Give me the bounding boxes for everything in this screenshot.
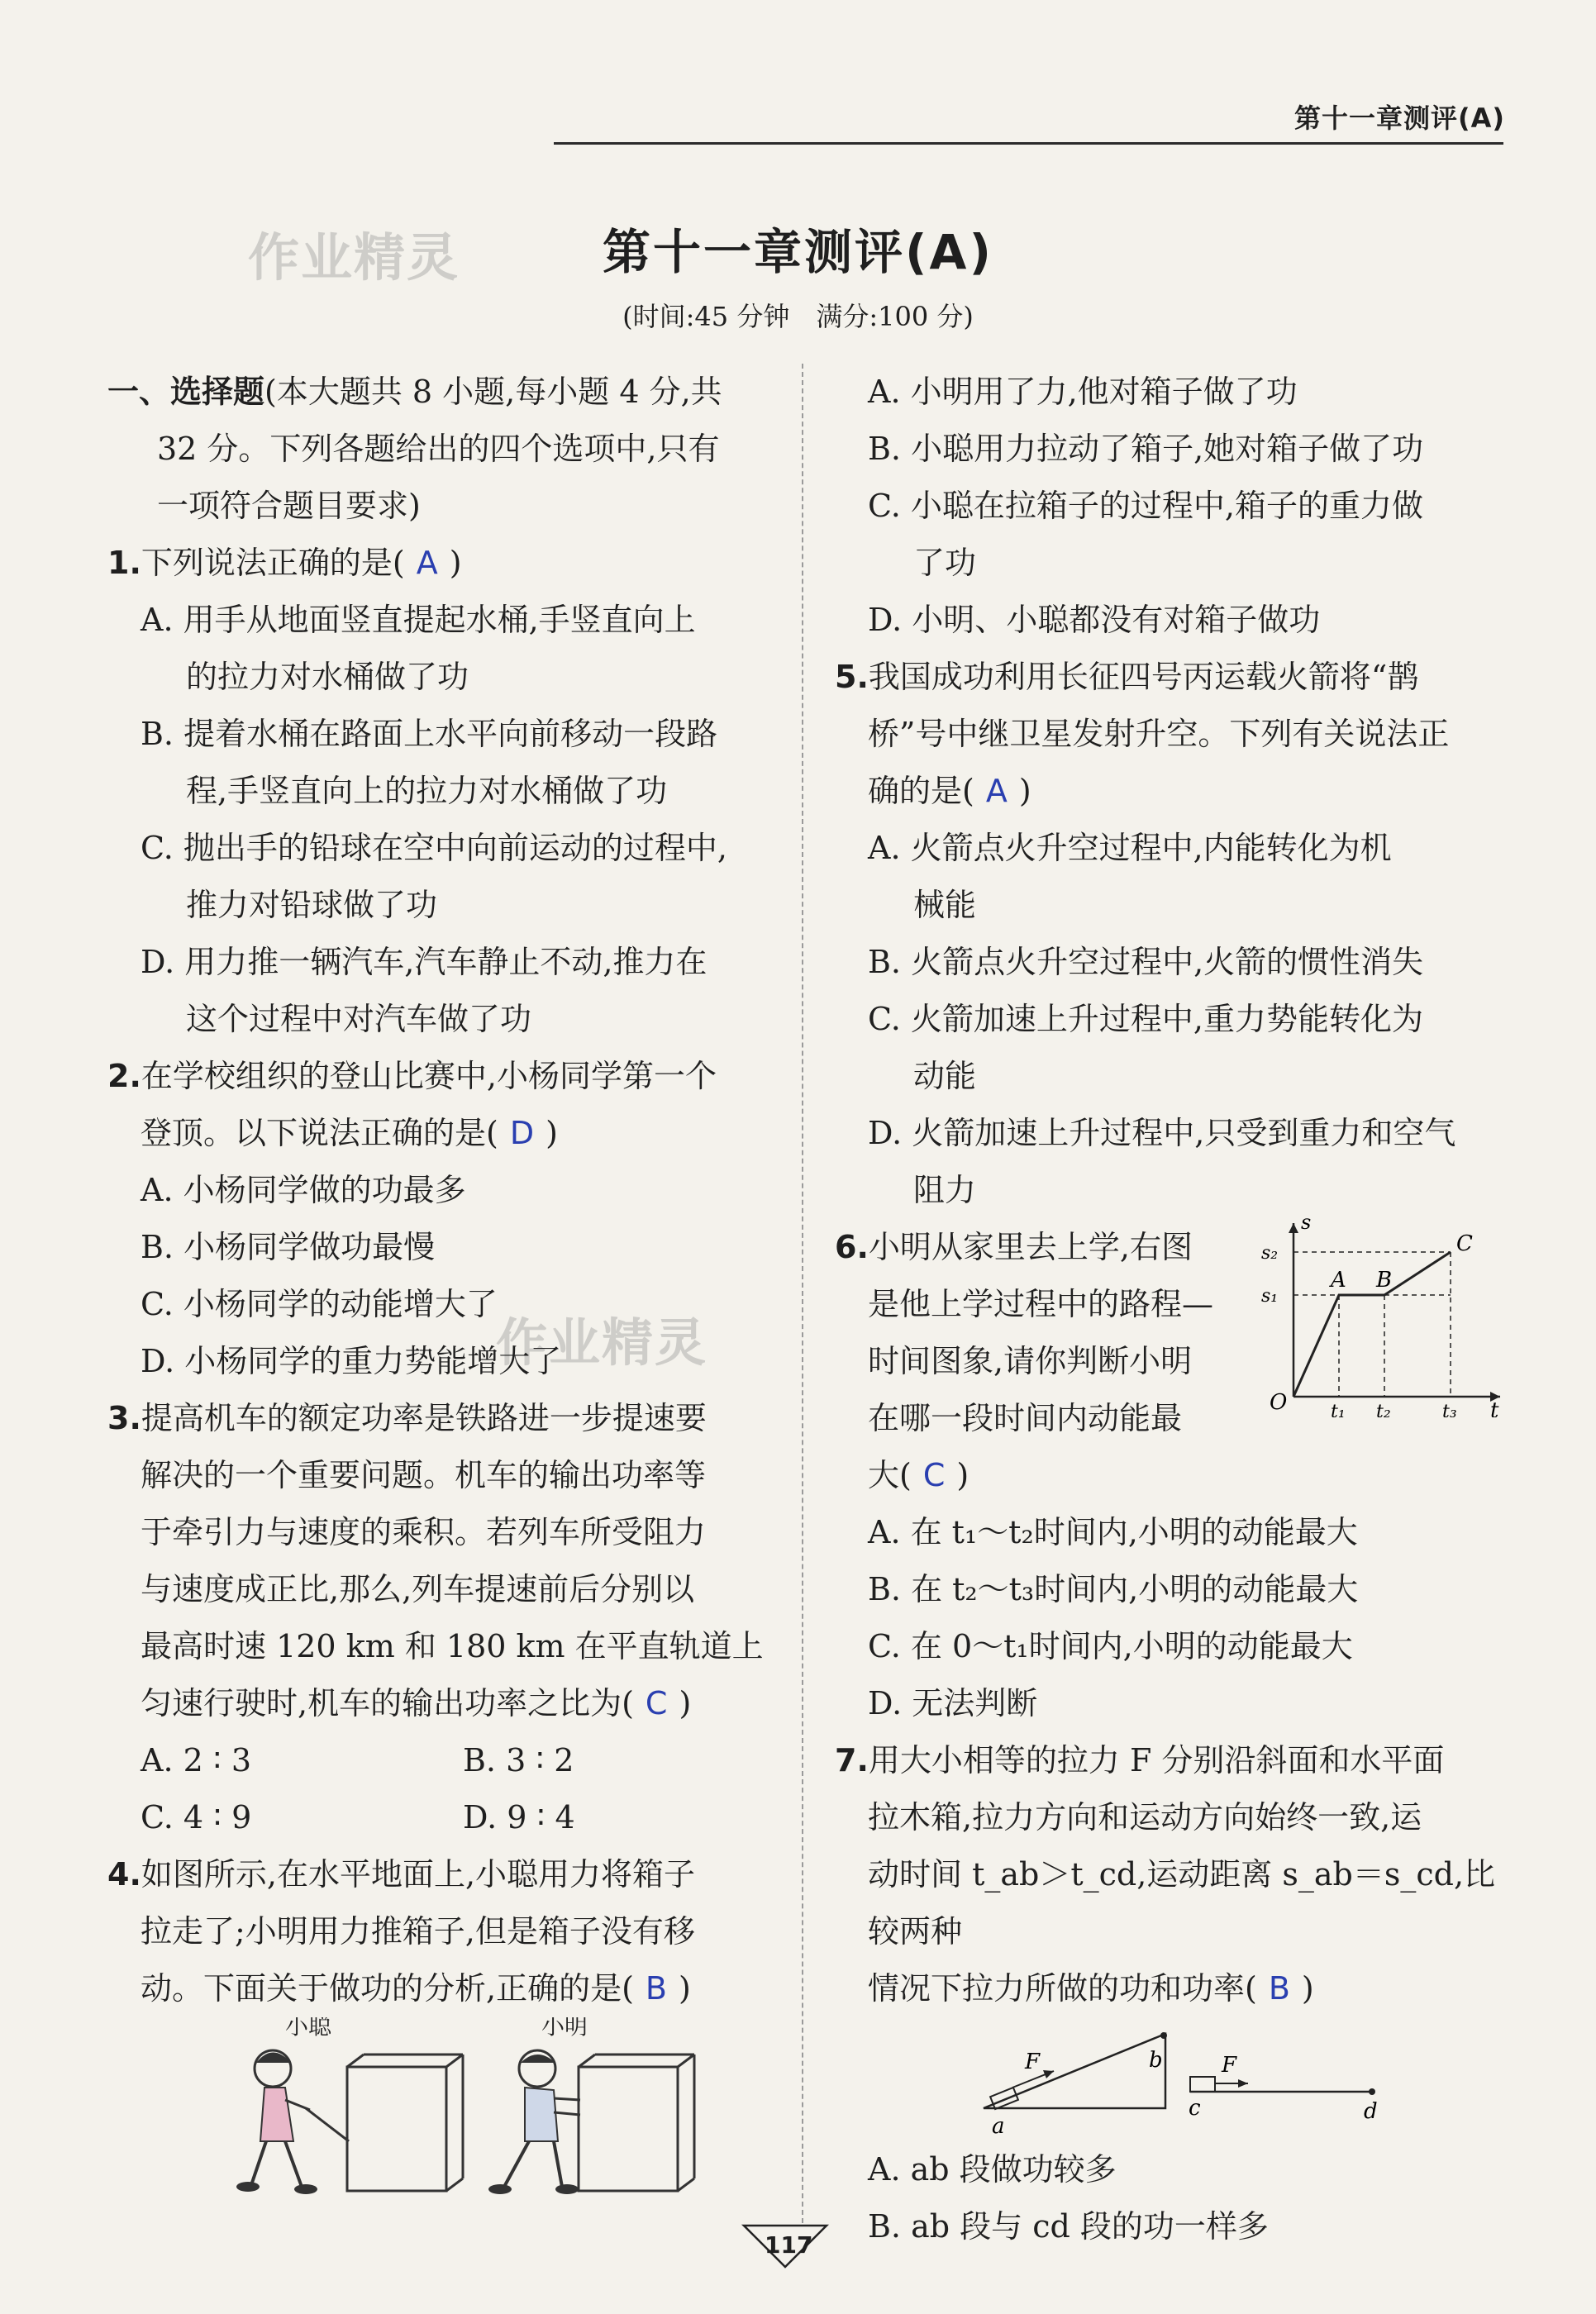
q2-answer: D [509,1115,535,1151]
q5-option-b: B. 火箭点火升空过程中,火箭的惯性消失 [868,944,1424,980]
section-heading [107,364,785,421]
q4-option-d: D. 小明、小聪都没有对箱子做功 [868,602,1321,638]
q5-number: 5. [835,659,869,695]
q1-number: 1. [107,545,141,581]
q1-option-b-1: B. 提着水桶在路面上水平向前移动一段路 [141,716,718,752]
q6-option-a: A. 在 t₁～t₂时间内,小明的动能最大 [868,1514,1358,1550]
section-title: 一、选择题 [107,374,265,410]
page-subtitle: (时间:45 分钟 满分:100 分) [622,301,974,332]
question-2 [107,1048,785,1390]
q2-close: ) [545,1115,558,1151]
q4-option-b: B. 小聪用力拉动了箱子,她对箱子做了功 [868,431,1424,467]
q7-line-1: 用大小相等的拉力 F 分别沿斜面和水平面 [868,1742,1445,1778]
q6-option-c: C. 在 0～t₁时间内,小明的动能最大 [868,1628,1353,1664]
q3-number: 3. [107,1400,141,1436]
q4-close: ) [678,1970,691,2007]
q6-close: ) [956,1457,970,1493]
q5-option-a-2: 械能 [913,887,977,923]
q7-label-F2: F [1222,2053,1237,2078]
q3-line-6: 匀速行驶时,机车的输出功率之比为( [141,1685,634,1721]
question-5 [835,649,1504,1219]
q3-answer: C [645,1685,668,1721]
header-rule [554,142,1503,145]
q2-option-b: B. 小杨同学做功最慢 [141,1229,436,1265]
q7-number: 7. [835,1742,869,1778]
q7-line-4: 情况下拉力所做的功和功率( [868,1970,1257,2007]
q7-label-b: b [1149,2048,1163,2073]
q6-label-t: t [1490,1398,1499,1417]
q6-line-5: 大( [868,1457,912,1493]
header-title: 第十一章测评(A) [1293,102,1505,134]
q6-answer: C [922,1457,946,1493]
question-6 [835,1211,1504,1732]
q3-line-5: 最高时速 120 km 和 180 km 在平直轨道上 [141,1628,764,1664]
q5-answer: A [985,773,1008,809]
q6-label-s2: s₂ [1261,1243,1279,1264]
q6-line-3: 时间图象,请你判断小明 [868,1343,1193,1379]
q1-option-a-1: A. 用手从地面竖直提起水桶,手竖直向上 [141,602,696,638]
q7-label-d: d [1364,2099,1378,2124]
q7-answer: B [1268,1970,1290,2007]
q1-option-d-1: D. 用力推一辆汽车,汽车静止不动,推力在 [141,944,707,980]
q6-label-s: s [1301,1211,1312,1234]
section-desc-2: 32 分。下列各题给出的四个选项中,只有 [157,431,720,467]
q4-box-right [579,2067,678,2191]
q4-option-c-1: C. 小聪在拉箱子的过程中,箱子的重力做 [868,488,1423,524]
q1-close: ) [449,545,462,581]
q7-label-a: a [992,2114,1005,2139]
q5-line-3: 确的是( [868,773,974,809]
q3-option-b: B. 3 ∶ 2 [463,1742,574,1778]
q6-path-line [1293,1252,1451,1397]
q2-option-c: C. 小杨同学的动能增大了 [141,1286,498,1322]
q7-illustration [835,2017,1504,2141]
left-column [107,364,785,2207]
q5-option-c-2: 动能 [913,1058,977,1094]
q4-number: 4. [107,1856,141,1893]
q3-line-4: 与速度成正比,那么,列车提速前后分别以 [141,1571,695,1607]
q3-option-d: D. 9 ∶ 4 [463,1799,575,1835]
q7-option-a: A. ab 段做功较多 [868,2151,1117,2188]
q7-line-2: 拉木箱,拉力方向和运动方向始终一致,运 [868,1799,1422,1835]
q5-option-d-1: D. 火箭加速上升过程中,只受到重力和空气 [868,1115,1456,1151]
q7-box-flat [1190,2077,1215,2092]
q1-option-c-1: C. 抛出手的铅球在空中向前运动的过程中, [141,830,727,866]
column-divider [802,364,803,2223]
q1-option-b-2: 程,手竖直向上的拉力对水桶做了功 [186,773,668,809]
q5-option-d-2: 阻力 [913,1172,977,1208]
q4-rope [306,2108,349,2141]
q7-label-F1: F [1025,2050,1041,2074]
q5-line-2: 桥”号中继卫星发射升空。下列有关说法正 [868,716,1450,752]
q6-label-t1: t₁ [1331,1402,1346,1417]
q5-line-1: 我国成功利用长征四号丙运载火箭将“鹊 [868,659,1419,695]
question-1 [107,535,785,1048]
q1-answer: A [416,545,438,581]
q6-label-B: B [1376,1268,1393,1293]
q4-line-2: 拉走了;小明用力推箱子,但是箱子没有移 [141,1913,695,1950]
q4-girl-figure [236,2050,317,2194]
q4-box-left [347,2067,446,2191]
q4-line-1: 如图所示,在水平地面上,小聪用力将箱子 [141,1856,696,1893]
q4-answer: B [645,1970,667,2007]
q7-box-incline [990,2088,1018,2109]
q2-option-a: A. 小杨同学做的功最多 [141,1172,466,1208]
question-4 [107,1846,785,2207]
q5-option-c-1: C. 火箭加速上升过程中,重力势能转化为 [868,1001,1423,1037]
q6-number: 6. [835,1229,869,1265]
q7-label-c: c [1189,2096,1201,2121]
question-7 [835,1732,1504,2255]
q4-line-3: 动。下面关于做功的分析,正确的是( [141,1970,634,2007]
q2-stem-2: 登顶。以下说法正确的是( [141,1115,498,1151]
q4-label-xiaoming: 小明 [541,2017,588,2040]
watermark-middle: 作业精灵 [496,1312,708,1373]
q3-line-3: 于牵引力与速度的乘积。若列车所受阻力 [141,1514,707,1550]
q6-label-C: C [1456,1231,1473,1256]
q6-label-t3: t₃ [1442,1402,1457,1417]
section-desc-3: 一项符合题目要求) [157,488,421,524]
q7-close: ) [1301,1970,1314,2007]
q4-option-a: A. 小明用了力,他对箱子做了功 [868,374,1298,410]
q6-label-origin: O [1270,1390,1288,1415]
q3-close: ) [679,1685,692,1721]
q7-line-3: 动时间 t_ab＞t_cd,运动距离 s_ab＝s_cd,比较两种 [868,1856,1496,1950]
q6-option-d: D. 无法判断 [868,1685,1038,1721]
page-number: 117 [765,2231,813,2259]
q3-line-1: 提高机车的额定功率是铁路进一步提速要 [141,1400,707,1436]
q6-graph [1248,1211,1513,1417]
right-column [835,364,1504,2255]
q3-option-a: A. 2 ∶ 3 [141,1742,252,1778]
q1-stem: 下列说法正确的是( [141,545,405,581]
q3-line-2: 解决的一个重要问题。机车的输出功率等 [141,1457,707,1493]
q6-label-A: A [1331,1268,1346,1293]
section-desc-1: (本大题共 8 小题,每小题 4 分,共 [264,374,722,410]
q4-illustration [107,2017,785,2207]
q4-option-c-2: 了功 [913,545,977,581]
q1-option-c-2: 推力对铅球做了功 [186,887,438,923]
q6-line-4: 在哪一段时间内动能最 [868,1400,1183,1436]
q6-line-1: 小明从家里去上学,右图 [868,1229,1193,1265]
q5-option-a-1: A. 火箭点火升空过程中,内能转化为机 [868,830,1392,866]
q1-option-a-2: 的拉力对水桶做了功 [186,659,469,695]
q5-close: ) [1018,773,1031,809]
q4-figure [107,2017,785,2207]
q3-option-c: C. 4 ∶ 9 [141,1799,252,1835]
q7-option-b: B. ab 段与 cd 段的功一样多 [868,2208,1269,2245]
q1-option-d-2: 这个过程中对汽车做了功 [186,1001,532,1037]
q2-number: 2. [107,1058,141,1094]
q4-label-xiaocong: 小聪 [285,2017,332,2040]
question-3 [107,1390,785,1846]
q4-boy-figure [488,2050,580,2194]
q6-label-s1: s₁ [1261,1286,1279,1307]
watermark-top: 作业精灵 [248,227,460,288]
q2-stem-1: 在学校组织的登山比赛中,小杨同学第一个 [141,1058,717,1094]
q6-label-t2: t₂ [1376,1402,1391,1417]
q6-option-b: B. 在 t₂～t₃时间内,小明的动能最大 [868,1571,1359,1607]
q7-figure [835,2017,1504,2141]
q6-line-2: 是他上学过程中的路程— [868,1286,1214,1322]
q7-incline [984,2034,1165,2108]
page-title: 第十一章测评(A) [603,224,993,280]
q2-option-d: D. 小杨同学的重力势能增大了 [141,1343,562,1379]
